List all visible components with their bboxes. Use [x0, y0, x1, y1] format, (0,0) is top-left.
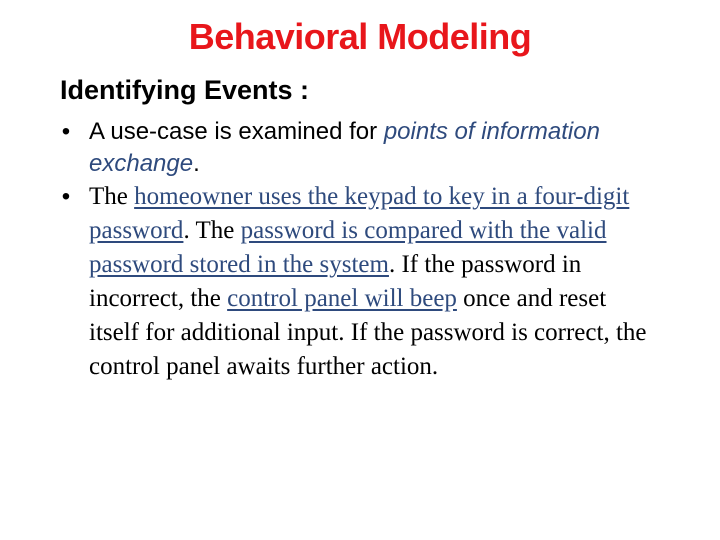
- bullet-text: The: [89, 183, 135, 210]
- underlined-phrase-password: password is compared with the valid password stored in the system: [89, 217, 607, 278]
- bullet-item-use-case: [56, 116, 656, 180]
- bullet-text: once and reset itself for additional input. If the password is correct, the control panel awaits further action.: [89, 285, 647, 380]
- bullet-item-homeowner: [56, 180, 656, 384]
- bullet-text: . The: [183, 217, 241, 244]
- slide-subtitle: Identifying Events :: [60, 75, 310, 105]
- bullet-text: A use-case is examined for: [89, 118, 384, 145]
- slide-title: Behavioral Modeling: [188, 16, 532, 57]
- underlined-phrase-control-panel: control panel will beep: [227, 285, 457, 312]
- bullet-point-icon: •: [61, 183, 71, 210]
- bullet-text: . If the password in incorrect, the: [89, 251, 582, 312]
- bullet-text: .: [193, 150, 200, 177]
- bullet-list: [56, 116, 656, 384]
- underlined-phrase-homeowner: homeowner uses the keypad to key in a four-digit password: [89, 183, 630, 244]
- bullet-point-icon: •: [61, 118, 71, 145]
- emphasized-phrase: points of information exchange: [89, 118, 600, 177]
